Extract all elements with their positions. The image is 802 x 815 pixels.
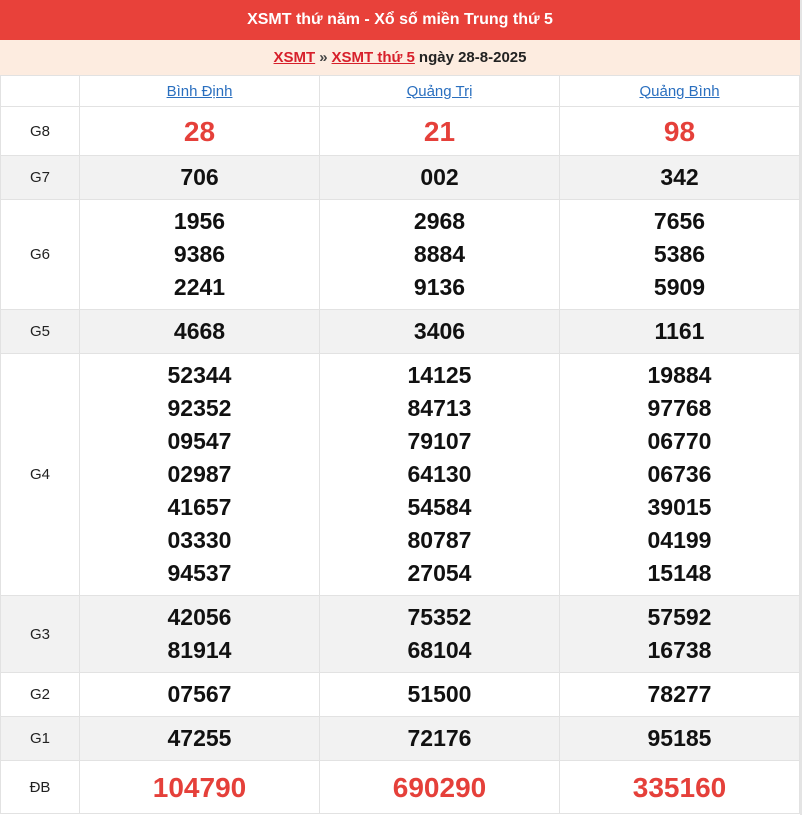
- prize-cell: [80, 354, 320, 596]
- prize-number: 42056: [167, 604, 232, 630]
- prize-number: 5909: [653, 274, 706, 300]
- province-header: [80, 76, 320, 107]
- prize-label: G7: [1, 156, 80, 200]
- prize-number: 72176: [407, 725, 472, 751]
- prize-cell: [560, 200, 800, 310]
- province-link-binh-dinh[interactable]: Bình Định: [166, 82, 233, 100]
- prize-cell: [560, 156, 800, 200]
- prize-cell: [80, 596, 320, 673]
- results-table: [0, 75, 800, 814]
- prize-cell: [320, 673, 560, 717]
- prize-number: 3406: [413, 318, 466, 344]
- prize-number: 84713: [407, 395, 472, 421]
- prize-number: 7656: [653, 208, 706, 234]
- prize-number: 4668: [173, 318, 226, 344]
- province-header: [320, 76, 560, 107]
- prize-row-g4: [1, 354, 800, 596]
- prize-number: 41657: [167, 494, 232, 520]
- province-link-quang-tri[interactable]: Quảng Trị: [406, 82, 473, 100]
- prize-cell: [80, 761, 320, 814]
- breadcrumb-link-xsmt[interactable]: XSMT: [273, 49, 316, 66]
- prize-cell: [80, 107, 320, 156]
- prize-number: 002: [420, 164, 459, 190]
- prize-number: 28: [183, 115, 216, 147]
- prize-cell: [80, 717, 320, 761]
- special-prize-number: 104790: [152, 771, 247, 803]
- prize-number: 19884: [647, 362, 712, 388]
- prize-number: 8884: [413, 241, 466, 267]
- prize-number: 39015: [647, 494, 712, 520]
- prize-number: 04199: [647, 527, 712, 553]
- prize-row-g7: [1, 156, 800, 200]
- prize-number: 706: [180, 164, 219, 190]
- prize-cell: [80, 200, 320, 310]
- prize-cell: [560, 107, 800, 156]
- special-prize-number: 335160: [632, 771, 727, 803]
- prize-number: 06770: [647, 428, 712, 454]
- prize-number: 64130: [407, 461, 472, 487]
- prize-number: 57592: [647, 604, 712, 630]
- prize-number: 54584: [407, 494, 472, 520]
- prize-row-g8: [1, 107, 800, 156]
- prize-number: 52344: [167, 362, 232, 388]
- prize-number: 15148: [647, 560, 712, 586]
- prize-number: 75352: [407, 604, 472, 630]
- prize-cell: [320, 156, 560, 200]
- prize-row-g3: [1, 596, 800, 673]
- prize-number: 14125: [407, 362, 472, 388]
- prize-label: G2: [1, 673, 80, 717]
- prize-number: 27054: [407, 560, 472, 586]
- prize-number: 80787: [407, 527, 472, 553]
- prize-number: 16738: [647, 637, 712, 663]
- prize-number: 09547: [167, 428, 232, 454]
- prize-number: 21: [423, 115, 456, 147]
- page-title: XSMT thứ năm - Xổ số miền Trung thứ 5: [0, 0, 800, 40]
- prize-row-g2: [1, 673, 800, 717]
- breadcrumb: [0, 40, 800, 75]
- prize-cell: [560, 310, 800, 354]
- prize-label: G8: [1, 107, 80, 156]
- prize-row-g6: [1, 200, 800, 310]
- prize-label: G5: [1, 310, 80, 354]
- province-header: [560, 76, 800, 107]
- header-empty-cell: [1, 76, 80, 107]
- prize-number: 07567: [167, 681, 232, 707]
- prize-number: 78277: [647, 681, 712, 707]
- prize-cell: [80, 673, 320, 717]
- prize-cell: [320, 310, 560, 354]
- prize-cell: [560, 673, 800, 717]
- prize-number: 94537: [167, 560, 232, 586]
- prize-cell: [80, 156, 320, 200]
- prize-number: 2968: [413, 208, 466, 234]
- prize-cell: [320, 107, 560, 156]
- prize-label: G6: [1, 200, 80, 310]
- prize-cell: [80, 310, 320, 354]
- breadcrumb-link-xsmt-thu-5[interactable]: XSMT thứ 5: [331, 49, 415, 66]
- table-header-row: [1, 76, 800, 107]
- prize-row-g1: [1, 717, 800, 761]
- prize-cell: [320, 761, 560, 814]
- prize-number: 79107: [407, 428, 472, 454]
- prize-cell: [560, 596, 800, 673]
- prize-number: 81914: [167, 637, 232, 663]
- prize-number: 1161: [654, 318, 705, 344]
- prize-number: 342: [660, 164, 699, 190]
- prize-cell: [560, 354, 800, 596]
- prize-number: 47255: [167, 725, 232, 751]
- prize-number: 03330: [167, 527, 232, 553]
- breadcrumb-separator: »: [319, 49, 328, 66]
- prize-number: 92352: [167, 395, 232, 421]
- prize-cell: [320, 717, 560, 761]
- prize-cell: [320, 354, 560, 596]
- prize-number: 2241: [173, 274, 226, 300]
- prize-label: ĐB: [1, 761, 80, 814]
- prize-number: 9136: [413, 274, 466, 300]
- prize-label: G3: [1, 596, 80, 673]
- prize-cell: [320, 200, 560, 310]
- special-prize-number: 690290: [392, 771, 487, 803]
- prize-number: 5386: [653, 241, 706, 267]
- prize-cell: [320, 596, 560, 673]
- breadcrumb-date: ngày 28-8-2025: [418, 49, 527, 66]
- prize-cell: [560, 761, 800, 814]
- prize-cell: [560, 717, 800, 761]
- prize-row-g5: [1, 310, 800, 354]
- prize-number: 95185: [647, 725, 712, 751]
- prize-number: 51500: [407, 681, 472, 707]
- prize-number: 68104: [407, 637, 472, 663]
- prize-label: G1: [1, 717, 80, 761]
- prize-label: G4: [1, 354, 80, 596]
- prize-number: 98: [663, 115, 696, 147]
- province-link-quang-binh[interactable]: Quảng Bình: [639, 82, 720, 100]
- prize-row-special: [1, 761, 800, 814]
- prize-number: 06736: [647, 461, 712, 487]
- prize-number: 02987: [167, 461, 232, 487]
- prize-number: 97768: [647, 395, 712, 421]
- prize-number: 1956: [173, 208, 226, 234]
- prize-number: 9386: [173, 241, 226, 267]
